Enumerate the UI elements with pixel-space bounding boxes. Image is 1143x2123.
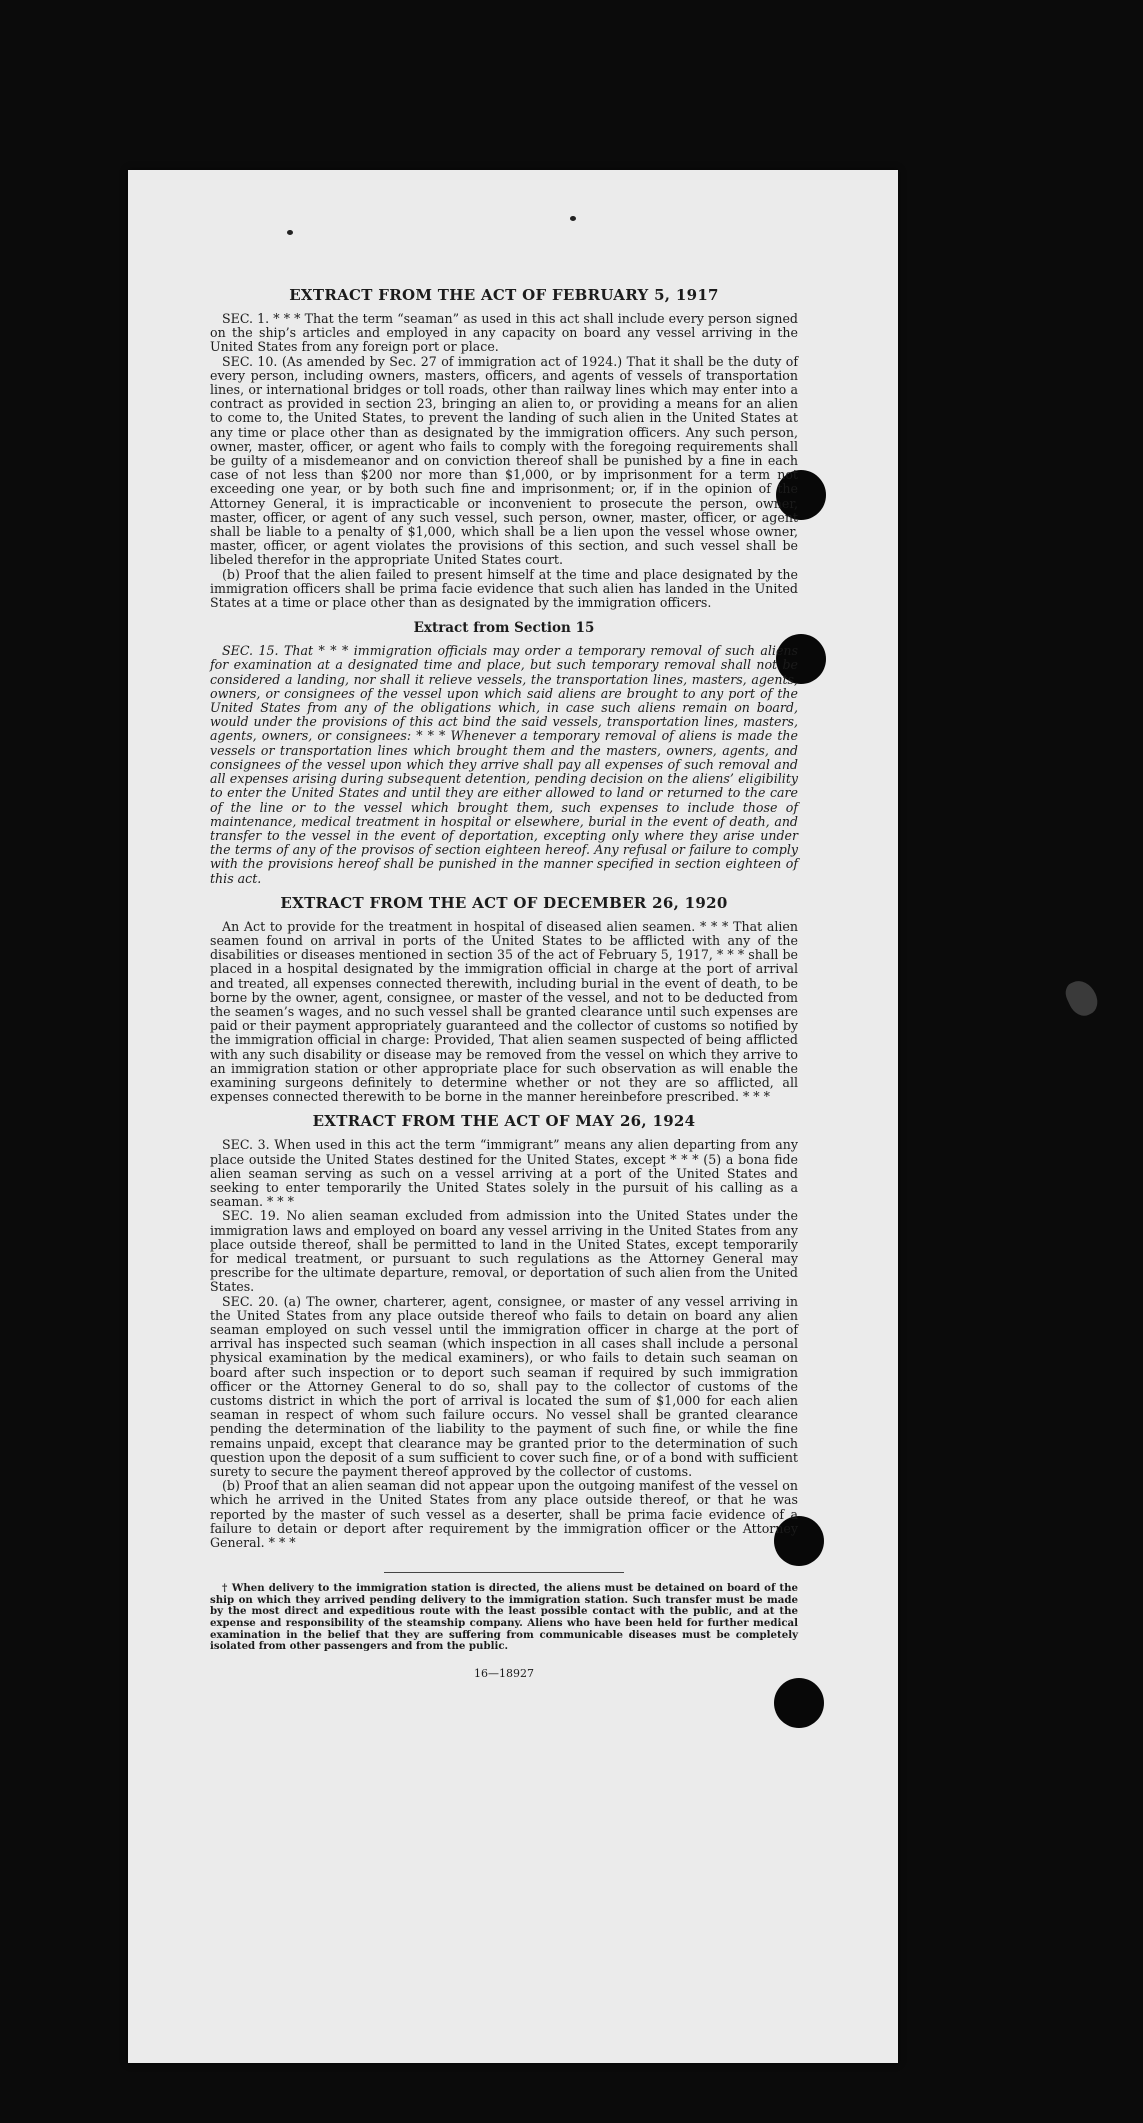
paragraph-act-1920: An Act to provide for the treatment in hospital of diseased alien seamen. * * * That alien seamen found on arrival in ports of the United States to be afflicted with any of the disabilities or diseases mentioned in section 35 of the act of February 5, 1917, * * * shall be placed in a hospital designated by the immigration official in charge at the port of arrival and treated, all expenses connected therewith, including burial in the event of death, to be borne by the owner, agent, consignee, or master of the vessel, and not to be deducted from the seamen’s wages, and no such vessel shall be granted clearance until such expenses are paid or their payment appropriately guaranteed and the collector of customs so notified by the immigration official in charge: Provided, That alien seamen suspected of being afflicted with any such disability or disease may be removed from the vessel on which they arrive to an immigration station or other appropriate place for such observation as will enable the examining surgeons definitely to determine whether or not they are so afflicted, all expenses connected therewith to be borne in the manner hereinbefore prescribed. * * * xyxy=(210,918,798,1105)
speck-mark xyxy=(287,230,293,235)
section-act-1917 xyxy=(210,286,798,610)
paragraph-sec-10: SEC. 10. (As amended by Sec. 27 of immigration act of 1924.) That it shall be the duty of every person, including owners, masters, officers, and agents of vessels of transportation lines, or international bridges or toll roads, other than railway lines which may enter into a contract as provided in section 23, bringing an alien to, or providing a means for an alien to come to, the United States, to prevent the landing of such alien in the United States at any time or place other than as designated by the immigration officers. Any such person, owner, master, officer, or agent who fails to comply with the foregoing requirements shall be guilty of a misdemeanor and on conviction thereof shall be punished by a fine in each case of not less than $200 nor more than $1,000, or by imprisonment for a term not exceeding one year, or by both such fine and imprisonment; or, if in the opinion of the Attorney General, it is impracticable or inconvenient to prosecute the person, owner, master, officer, or agent of any such vessel, such person, owner, master, officer, or agent shall be liable to a penalty of $1,000, which shall be a lien upon the vessel whose owner, master, officer, or agent violates the provisions of this section, and such vessel shall be libeled therefor in the appropriate United States court. xyxy=(210,353,798,568)
form-number: 16—18927 xyxy=(474,1666,534,1680)
section-act-1920 xyxy=(210,894,798,1105)
footnote: † When delivery to the immigration station is directed, the aliens must be detained on board of the ship on which they arrived pending delivery to the immigration station. Such transfer must be made by the most direct and expeditious route with the least possible contact with the public, and at the expense and responsibility of the steamship company. Aliens who have been held for further medical examination in the belief that they are suffering from communicable diseases must be completely isolated from other passengers and from the public. xyxy=(210,1582,798,1653)
section-heading: EXTRACT FROM THE ACT OF MAY 26, 1924 xyxy=(312,1112,696,1131)
footnote-divider xyxy=(384,1572,624,1573)
paragraph-sec-1: SEC. 1. * * * That the term “seaman” as used in this act shall include every person signed on the ship’s articles and employed in any capacity on board any vessel arriving in the United States from any foreign port or place. xyxy=(210,311,798,355)
edge-mark xyxy=(1062,976,1103,1020)
section-heading: EXTRACT FROM THE ACT OF FEBRUARY 5, 1917 xyxy=(289,286,719,304)
section-heading: EXTRACT FROM THE ACT OF DECEMBER 26, 1920 xyxy=(280,893,728,912)
section-act-1924 xyxy=(210,1112,798,1550)
paragraph-sec-3: SEC. 3. When used in this act the term “immigrant” means any alien departing from any place outside the United States destined for the United States, except * * * (5) a bona fide alien seaman serving as such on a vessel arriving at a port of the United States and seeking to enter temporarily the United States solely in the pursuit of his calling as a seaman. * * * xyxy=(210,1137,798,1210)
document-body xyxy=(210,280,798,1680)
section-extract-15 xyxy=(210,620,798,885)
paragraph-sec-20b: (b) Proof that an alien seaman did not appear upon the outgoing manifest of the vessel on which he arrived in the United States from any place outside thereof, or that he was reported by the master of such vessel as a deserter, shall be prima facie evidence of a failure to detain or deport after requirement by the immigration officer or the Attorney General. * * * xyxy=(210,1478,798,1551)
punch-hole xyxy=(774,1678,824,1728)
paragraph-sec-20a: SEC. 20. (a) The owner, charterer, agent, consignee, or master of any vessel arriving in the United States from any place outside thereof who fails to detain on board any alien seaman employed on such vessel until the immigration officer in charge at the port of arrival has inspected such seaman (which inspection in all cases shall include a personal physical examination by the medical examiners), or who fails to detain such seaman on board after such inspection or to deport such seaman if required by such immigration officer or the Attorney General to do so, shall pay to the collector of customs of the customs district in which the port of arrival is located the sum of $1,000 for each alien seaman in respect of whom such failure occurs. No vessel shall be granted clearance pending the determination of the liability to the payment of such fine, or while the fine remains unpaid, except that clearance may be granted prior to the determination of such question upon the deposit of a sum sufficient to cover such fine, or of a bond with sufficient surety to secure the payment thereof approved by the collector of customs. xyxy=(210,1293,798,1480)
section-heading: Extract from Section 15 xyxy=(413,620,595,637)
paragraph-sec-10b: (b) Proof that the alien failed to present himself at the time and place designated by the immigration officers shall be prima facie evidence that such alien has landed in the United States at a time or place other than as designated by the immigration officers. xyxy=(210,566,798,611)
speck-mark xyxy=(570,216,576,221)
paragraph-sec-19: SEC. 19. No alien seaman excluded from admission into the United States under the immigration laws and employed on board any vessel arriving in the United States from any place outside thereof, shall be permitted to land in the United States, except temporarily for medical treatment, or pursuant to such regulations as the Attorney General may prescribe for the ultimate departure, removal, or deportation of such alien from the United States. xyxy=(210,1208,798,1295)
paragraph-sec-15: SEC. 15. That * * * immigration officials may order a temporary removal of such aliens for examination at a designated time and place, but such temporary removal shall not be considered a landing, nor shall it relieve vessels, the transportation lines, masters, agents, owners, or consignees of the vessel upon which said aliens are brought to any port of the United States from any of the obligations which, in case such aliens remain on board, would under the provisions of this act bind the said vessels, transportation lines, masters, agents, owners, or consignees: * * * Whenever a temporary removal of aliens is made the vessels or transportation lines which brought them and the masters, owners, agents, and consignees of the vessel upon which they arrive shall pay all expenses of such removal and all expenses arising during subsequent detention, pending decision on the aliens’ eligibility to enter the United States and until they are either allowed to land or returned to the care of the line or to the vessel which brought them, such expenses to include those of maintenance, medical treatment in hospital or elsewhere, burial in the event of death, and transfer to the vessel in the event of deportation, excepting only where they arise under the terms of any of the provisos of section eighteen hereof. Any refusal or failure to comply with the provisions hereof shall be punished in the manner specified in section eighteen of this act. xyxy=(210,643,798,886)
